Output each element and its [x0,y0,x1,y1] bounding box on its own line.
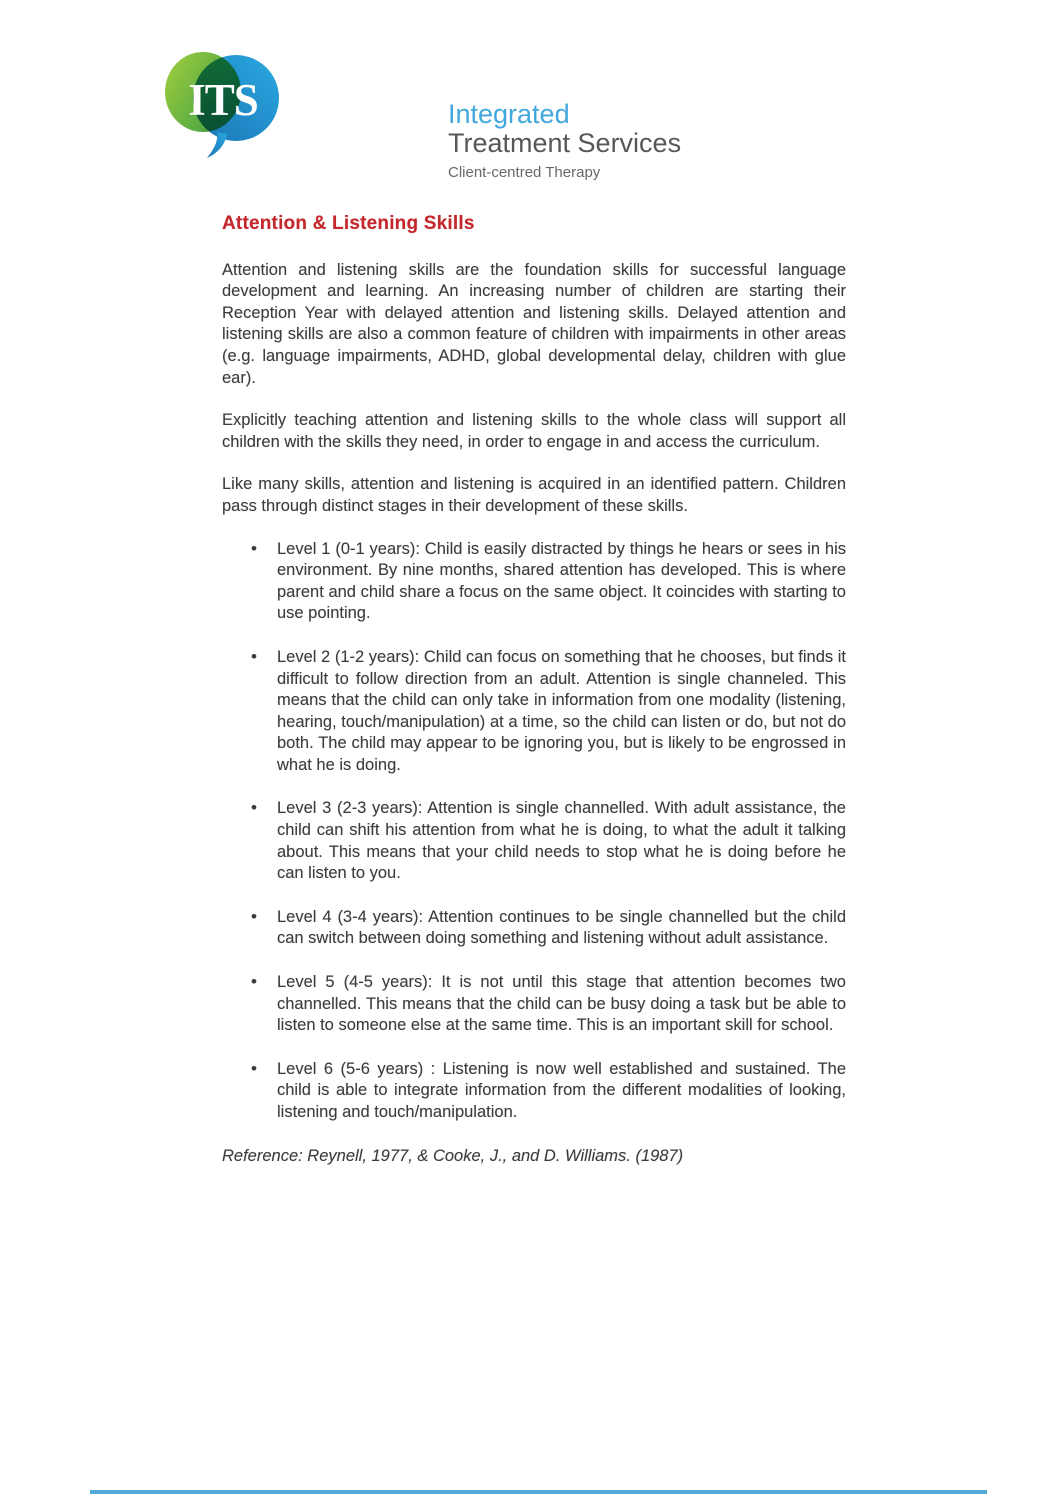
paragraph: Attention and listening skills are the foundation skills for successful language development and learning. An increasing number of children are starting their Reception Year with delayed attention and listening skills. Delayed attention and listening skills are also a common feature of children with impairments in other areas (e.g. language impairments, ADHD, global developmental delay, children with glue ear). [222,260,846,387]
paragraph: Like many skills, attention and listening is acquired in an identified pattern. Children pass through distinct stages in their development of these skills. [222,475,846,515]
bullet-icon: • [251,972,257,992]
reference-line: Reference: Reynell, 1977, & Cooke, J., and D. Williams. (1987) [222,1146,684,1165]
level-item-text: Level 4 (3-4 years): Attention continues to be single channelled but the child can switch between doing something and listening without adult assistance. [277,907,846,948]
page-title: Attention & Listening Skills [222,213,475,234]
levels-list [222,539,846,1124]
speech-bubbles-icon [163,42,281,162]
level-item-text: Level 6 (5-6 years) : Listening is now well established and sustained. The child is able to integrate information from the different modalities of looking, listening and touch/manipulation. [277,1059,846,1121]
list-item [222,1059,846,1124]
list-item [222,798,846,884]
logo-wordmark [448,100,768,181]
level-item-text: Level 3 (2-3 years): Attention is single channelled. With adult assistance, the child can shift his attention from what he is doing, to what the adult it talking about. This means that your child needs to stop what he is doing before he can listen to you. [277,799,846,883]
wordmark-line2: Treatment Services [448,128,682,158]
wordmark-line1: Integrated [448,99,570,129]
document-content [222,213,846,1188]
bullet-icon: • [251,906,257,926]
level-item-text: Level 1 (0-1 years): Child is easily distracted by things he hears or sees in his environment. By nine months, shared attention has developed. This is where parent and child share a focus on the same object. It coincides with starting to use pointing. [277,539,846,623]
wordmark-tagline: Client-centred Therapy [448,164,601,181]
logo-abbr-text: ITS [188,75,258,125]
list-item [222,972,846,1037]
footer-rule [90,1490,987,1494]
bullet-icon: • [251,538,257,558]
list-item [222,647,846,777]
intro-paragraphs [222,260,846,518]
bullet-icon: • [251,646,257,666]
bullet-icon: • [251,798,257,818]
paragraph: Explicitly teaching attention and listening skills to the whole class will support all children with the skills they need, in order to engage in and access the curriculum. [222,411,846,451]
bullet-icon: • [251,1058,257,1078]
list-item [222,907,846,950]
list-item [222,539,846,625]
level-item-text: Level 5 (4-5 years): It is not until this stage that attention becomes two channelled. This means that the child can be busy doing a task but be able to listen to someone else at the same time. This is an important skill for school. [277,973,846,1035]
level-item-text: Level 2 (1-2 years): Child can focus on something that he chooses, but finds it difficult to follow direction from an adult. Attention is single channeled. This means that the child can only take in information from one modality (listening, hearing, touch/manipulation) at a time, so the child can listen or do, but not do both. The child may appear to be ignoring you, but is likely to be engrossed in what he is doing. [277,647,846,774]
